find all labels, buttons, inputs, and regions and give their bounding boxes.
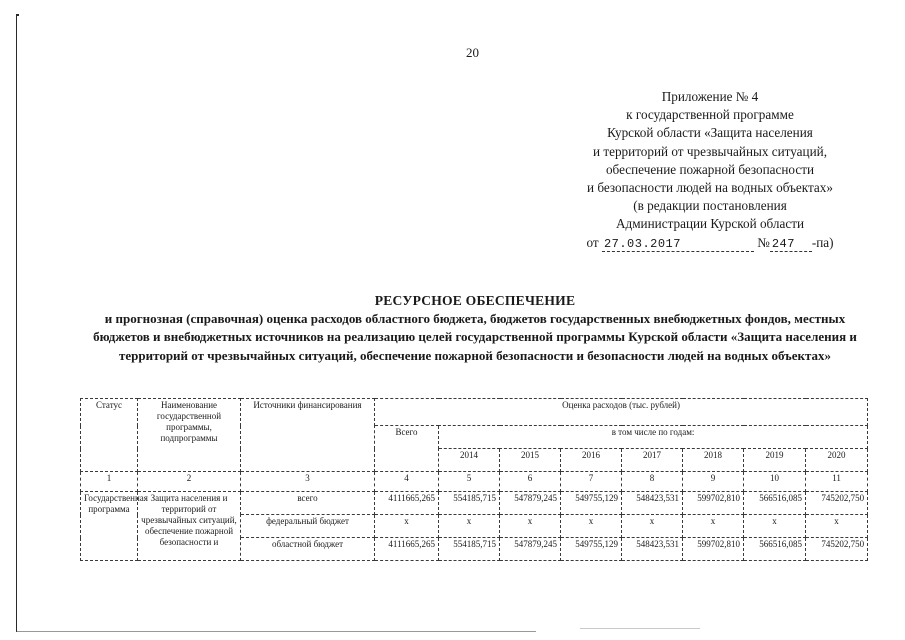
scan-edge-bottom	[16, 631, 536, 632]
header-program: Наименование государственной программы, подпрограммы	[138, 399, 241, 472]
column-index: 3	[241, 472, 375, 492]
year-value: 549755,129	[561, 538, 622, 561]
year-value: х	[439, 515, 500, 538]
header-year: 2016	[561, 449, 622, 472]
header-row	[81, 399, 868, 426]
year-value: 547879,245	[500, 492, 561, 515]
header-sources: Источники финансирования	[241, 399, 375, 472]
year-value: 566516,085	[744, 538, 806, 561]
date-prefix: от	[586, 234, 599, 250]
total-value: 4111665,265	[375, 492, 439, 515]
column-index: 10	[744, 472, 806, 492]
annex-line: к государственной программе	[626, 107, 794, 123]
scan-edge-bottom-fragment	[580, 628, 700, 629]
year-value: 566516,085	[744, 492, 806, 515]
annex-line: обеспечение пожарной безопасности	[605, 161, 815, 177]
year-value: 554185,715	[439, 492, 500, 515]
total-value: 4111665,265	[375, 538, 439, 561]
column-index: 7	[561, 472, 622, 492]
decree-number: 247	[770, 237, 812, 252]
annex-block	[540, 88, 880, 252]
column-index-row	[81, 472, 868, 492]
status-cell: Государственная программа	[81, 492, 138, 561]
header-year: 2017	[622, 449, 683, 472]
year-value: 745202,750	[806, 492, 868, 515]
header-year: 2020	[806, 449, 868, 472]
column-index: 9	[683, 472, 744, 492]
funding-source: областной бюджет	[241, 538, 375, 561]
year-value: 548423,531	[622, 538, 683, 561]
column-index: 1	[81, 472, 138, 492]
annex-line: и территорий от чрезвычайных ситуаций,	[592, 143, 827, 159]
header-year: 2015	[500, 449, 561, 472]
decree-date: 27.03.2017	[602, 237, 754, 252]
year-value: 548423,531	[622, 492, 683, 515]
program-name-cell: Защита населения и территорий от чрезвычайных ситуаций, обеспечение пожарной безопасности и	[138, 492, 241, 561]
total-value: х	[375, 515, 439, 538]
number-prefix: №	[757, 234, 770, 250]
document-title	[80, 291, 870, 365]
column-index: 11	[806, 472, 868, 492]
annex-date-line	[540, 234, 880, 252]
year-value: х	[683, 515, 744, 538]
year-value: 549755,129	[561, 492, 622, 515]
year-value: х	[806, 515, 868, 538]
annex-line: Курской области «Защита населения	[607, 125, 813, 141]
title-subheading: и прогнозная (справочная) оценка расходов областного бюджета, бюджетов государственных внебюджетных фондов, местных бюджетов и внебюджетных источников на реализацию целей государственной программы Курской области «Защита населения и территорий от чрезвычайных ситуаций, обеспечение пожарной безопасности и безопасности людей на водных объектах»	[93, 311, 857, 363]
column-index: 2	[138, 472, 241, 492]
column-index: 4	[375, 472, 439, 492]
column-index: 6	[500, 472, 561, 492]
scan-edge-top	[16, 14, 19, 16]
annex-line: Приложение № 4	[661, 89, 759, 104]
column-index: 5	[439, 472, 500, 492]
header-year: 2014	[439, 449, 500, 472]
table-row	[81, 492, 868, 515]
annex-line: (в редакции постановления	[633, 198, 787, 214]
year-value: 547879,245	[500, 538, 561, 561]
page-number: 20	[466, 45, 479, 60]
title-heading: РЕСУРСНОЕ ОБЕСПЕЧЕНИЕ	[374, 293, 576, 308]
number-suffix: -па)	[811, 234, 834, 250]
year-value: 745202,750	[806, 538, 868, 561]
header-estimate: Оценка расходов (тыс. рублей)	[375, 399, 868, 426]
header-by-years: в том числе по годам:	[439, 426, 868, 449]
year-value: 599702,810	[683, 492, 744, 515]
header-total: Всего	[375, 426, 439, 472]
annex-line: и безопасности людей на водных объектах»	[587, 180, 833, 196]
resource-table	[80, 398, 868, 561]
column-index: 8	[622, 472, 683, 492]
year-value: х	[744, 515, 806, 538]
funding-source: всего	[241, 492, 375, 515]
funding-source: федеральный бюджет	[241, 515, 375, 538]
year-value: 599702,810	[683, 538, 744, 561]
header-status: Статус	[81, 399, 138, 472]
year-value: х	[500, 515, 561, 538]
scan-edge-left	[16, 14, 17, 632]
year-value: х	[622, 515, 683, 538]
annex-line: Администрации Курской области	[615, 216, 805, 232]
header-year: 2019	[744, 449, 806, 472]
header-year: 2018	[683, 449, 744, 472]
year-value: х	[561, 515, 622, 538]
year-value: 554185,715	[439, 538, 500, 561]
